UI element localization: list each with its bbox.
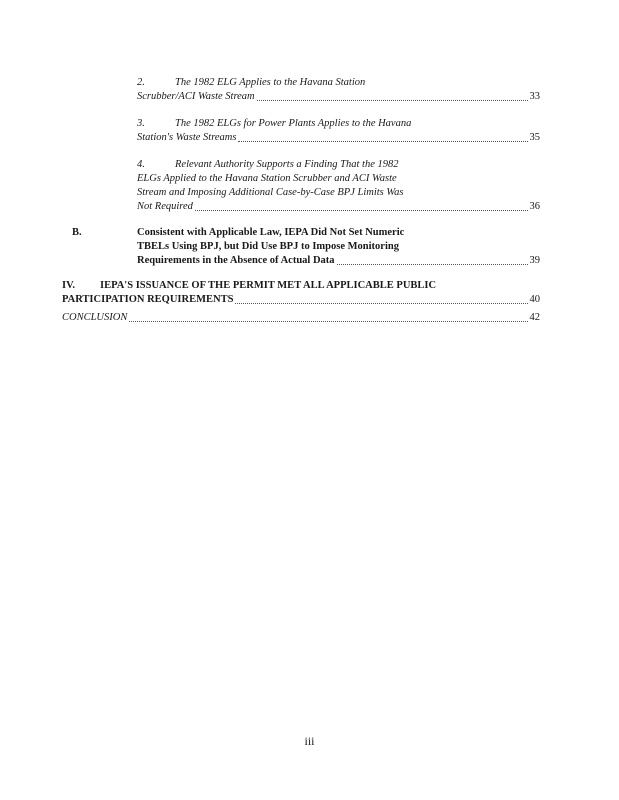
dot-leader [238, 131, 527, 142]
toc-entry-number: 2. [137, 77, 145, 88]
toc-entry-title: IEPA'S ISSUANCE OF THE PERMIT MET ALL APPLICABLE PUBLIC [100, 280, 437, 291]
toc-entry-b[interactable] [72, 226, 540, 268]
toc-entry-conclusion[interactable] [62, 311, 540, 325]
toc-entry-title: Scrubber/ACI Waste Stream [137, 91, 255, 102]
toc-entry-iv[interactable] [62, 279, 540, 307]
dot-leader [129, 311, 527, 322]
toc-entry-line [137, 90, 540, 104]
toc-entry-2[interactable] [137, 76, 540, 104]
toc-entry-title: CONCLUSION [62, 312, 128, 323]
toc-entry-title: Not Required [137, 201, 193, 212]
toc-entry-title: The 1982 ELG Applies to the Havana Station [175, 77, 366, 88]
toc-entry-title: Stream and Imposing Additional Case-by-Case BPJ Limits Was [137, 187, 404, 198]
toc-entry-title: Station's Waste Streams [137, 132, 237, 143]
toc-entry-title: Relevant Authority Supports a Finding That the 1982 [175, 159, 399, 170]
toc-entry-number: 4. [137, 159, 145, 170]
toc-entry-line [137, 200, 540, 214]
dot-leader [257, 90, 528, 101]
toc-entry-title: TBELs Using BPJ, but Did Use BPJ to Impose Monitoring [137, 241, 399, 252]
toc-entry-title: Consistent with Applicable Law, IEPA Did Not Set Numeric [137, 227, 405, 238]
dot-leader [235, 293, 527, 304]
toc-entry-4[interactable] [137, 158, 540, 214]
toc-entry-line [137, 186, 540, 200]
toc-entry-line [137, 172, 540, 186]
toc-page-number: 40 [529, 294, 540, 305]
toc-entry-number: IV. [62, 280, 75, 291]
dot-leader [195, 200, 528, 211]
toc-entry-line [62, 311, 540, 325]
toc-entry-title: Requirements in the Absence of Actual Data [137, 255, 335, 266]
dot-leader [337, 254, 528, 265]
toc-entry-line [137, 76, 540, 90]
toc-entry-title: ELGs Applied to the Havana Station Scrubber and ACI Waste [137, 173, 397, 184]
toc-page-number: 42 [529, 312, 540, 323]
toc-entry-line [137, 117, 540, 131]
toc-page-number: 36 [529, 201, 540, 212]
toc-entry-line [72, 226, 540, 240]
toc-entry-line [72, 240, 540, 254]
toc-entry-number: 3. [137, 118, 145, 129]
page-number-footer: iii [304, 734, 315, 748]
toc-page-number: 33 [529, 91, 540, 102]
toc-entry-line [62, 279, 540, 293]
toc-entry-line [137, 131, 540, 145]
toc-entry-title: The 1982 ELGs for Power Plants Applies to the Havana [175, 118, 412, 129]
toc-entry-number: B. [72, 227, 82, 238]
toc-page-number: 39 [529, 255, 540, 266]
toc-entry-line [62, 293, 540, 307]
toc-page-number: 35 [529, 132, 540, 143]
toc-entry-title: PARTICIPATION REQUIREMENTS [62, 294, 234, 305]
toc-entry-line [72, 254, 540, 268]
toc-entry-3[interactable] [137, 117, 540, 145]
toc-entry-line [137, 158, 540, 172]
